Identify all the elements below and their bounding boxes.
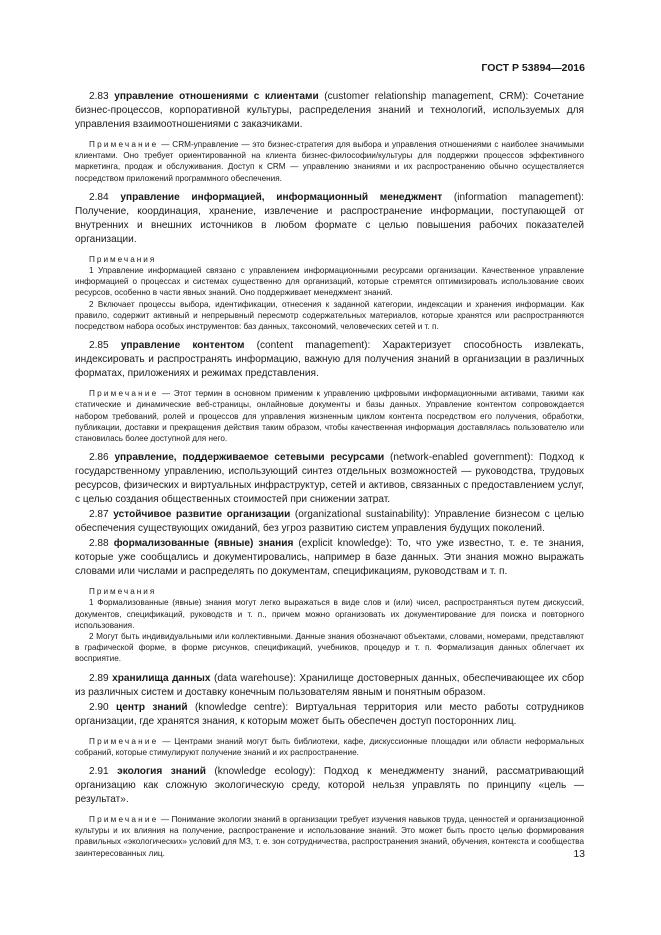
- term-entry-2-84: 2.84 управление информацией, информационный менеджмент (information management): Получение, координация, хранение, извлечение и распространение информации, поступающей от внутренних и внешних источников в любом формате с целью повышения рабочих показателей организации.: [75, 191, 584, 245]
- notes-header: Примечания: [89, 587, 157, 597]
- document-body: [75, 90, 584, 866]
- note-block: [75, 139, 584, 184]
- term-name: управление информацией, информационный менеджмент: [120, 191, 443, 203]
- term-entry-2-91: 2.91 экология знаний (knowledge ecology): Подход к менеджменту знаний, рассматривающий организацию как сложную экологическую среду, которой нельзя управлять по принципу «цель — результат».: [75, 766, 584, 806]
- note: Примечание — Центрами знаний могут быть библиотеки, кафе, дискуссионные площадки или области неформальных собраний, которые стимулируют получение знаний и их распространение.: [75, 736, 584, 757]
- term-name: устойчивое развитие организации: [113, 509, 291, 521]
- term-entry-2-83: 2.83 управление отношениями с клиентами (customer relationship management, CRM): Сочетание бизнес-процессов, корпоративной культуры, распределения знаний и технологий, используемых для управления взаимоотношениями с заказчиками.: [75, 91, 585, 130]
- term-entry-2-86: 2.86 управление, поддерживаемое сетевыми ресурсами (network-enabled government): Подход к государственному управлению, использующий синтез отдельных возможностей — руководства, трудовых ресурсов, физических и виртуальных инфраструктур, сетей и активов, связанных с предоставлением услуг, с целью создания общественных стоимостей при снижении затрат.: [75, 452, 584, 506]
- note: 2 Включает процессы выбора, идентификации, отнесения к заданной категории, индексации и хранения информации. Как правило, содержит активный и непрерывный пересмотр содержательных материалов, которые хранятся или распространяются посредством набора особых инструментов: баз данных, таксономий, человеческих сетей и т. п.: [75, 299, 584, 332]
- note: Примечание — Понимание экологии знаний в организации требует изучения навыков труда, ценностей и организационной культуры и их влияния на получение, распространение и использование знаний. Это может быть просто целью формирования правильных «экологических» условий для МЗ, т. е. зон сотрудничества, распространения знаний, обучения, контекста и сообщества заинтересованных лиц.: [75, 815, 584, 858]
- notes-block: [75, 254, 584, 332]
- term-entry-2-89: 2.89 хранилища данных (data warehouse): Хранилище достоверных данных, обеспечивающее их сбор из различных систем и доставку конечным пользователям явным и понятным образом.: [75, 672, 584, 698]
- note: Примечание — CRM-управление — это бизнес-стратегия для выбора и управления отношениями с наиболее значимыми клиентами. Оно требует ориентированной на клиента бизнес-философии/культуры для поддержки процессов эффективного маркетинга, продаж и обслуживания. Доступ к CRM — управлению знаниями и их распространению обычно осуществляется посредством приложений программного обеспечения.: [75, 140, 584, 183]
- term-name: управление контентом: [120, 340, 245, 352]
- term-name: формализованные (явные) знания: [113, 538, 294, 550]
- note-label: Примечание: [89, 815, 159, 825]
- note: Примечание — Этот термин в основном применим к управлению цифровыми информационными активами, такими как статические и динамические веб-страницы, онлайновые документы и базы данных. Управление контентом сопровождается набором требований, ролей и процессов для управления жизненным циклом контента посредством его получения, обработки, публикации, доставки и прекращения действия таким образом, чтобы качественная информация доставлялась пользователю или становилась более доступной для него.: [75, 389, 584, 444]
- notes-block: [75, 586, 584, 664]
- term-name: управление, поддерживаемое сетевыми ресурсами: [114, 452, 385, 464]
- term-entry-2-87: 2.87 устойчивое развитие организации (organizational sustainability): Управление бизнесом с целью обеспечения существующих ожиданий, без угроз развитию систем управления будущих поколений.: [75, 509, 585, 535]
- term-name: экология знаний: [117, 766, 206, 778]
- term-name: центр знаний: [116, 701, 188, 713]
- term-entry-2-85: 2.85 управление контентом (content management): Характеризует способность извлекать, индексировать и распространять информацию, важную для получения знаний в организации в различных форматах, приложениях и режимах представления.: [75, 340, 584, 380]
- term-entry-2-88: 2.88 формализованные (явные) знания (explicit knowledge): То, что уже известно, т. е. те знания, которые уже сообщались и документировались, например в базе данных. Эти знания можно выражать словами или числами и распределять по документам, спецификациям, руководствам и т. п.: [75, 538, 585, 578]
- page-number: 13: [573, 848, 585, 860]
- note-label: Примечание: [89, 140, 159, 149]
- note-block: [75, 388, 584, 444]
- note-block: [75, 736, 584, 758]
- term-name: хранилища данных: [112, 672, 211, 684]
- term-entry-2-90: 2.90 центр знаний (knowledge centre): Виртуальная территория или место работы сотрудников организации, где хранятся знания, к которым может быть обеспечен доступ посторонних лиц.: [75, 701, 584, 727]
- notes-header: Примечания: [89, 254, 157, 264]
- term-name: управление отношениями с клиентами: [114, 91, 319, 102]
- note-label: Примечание: [89, 736, 159, 746]
- note-label: Примечание: [89, 389, 159, 399]
- note: 1 Формализованные (явные) знания могут легко выражаться в виде слов и (или) чисел, распространяться путем дискуссий, документов, спецификаций, руководств и т. п., причем можно организовать их документирование для поиска и повторного использования.: [75, 598, 584, 630]
- note: 1 Управление информацией связано с управлением информационными ресурсами организации. Качественное управление информацией о процессах и системах существенно для организаций, которые стремятся оптимизировать использование своих ресурсов, особенно в части явных знаний. Оно поддерживает менеджмент знаний.: [75, 266, 584, 298]
- note-block: [75, 814, 584, 859]
- standard-designation: ГОСТ Р 53894—2016: [481, 62, 585, 74]
- note: 2 Могут быть индивидуальными или коллективными. Данные знания обозначают объектами, словами, номерами, представляют в графической форме, в форме рисунков, спецификаций, учебников, процедур и т. п. Формализация данных облегчает их восприятие.: [75, 632, 584, 664]
